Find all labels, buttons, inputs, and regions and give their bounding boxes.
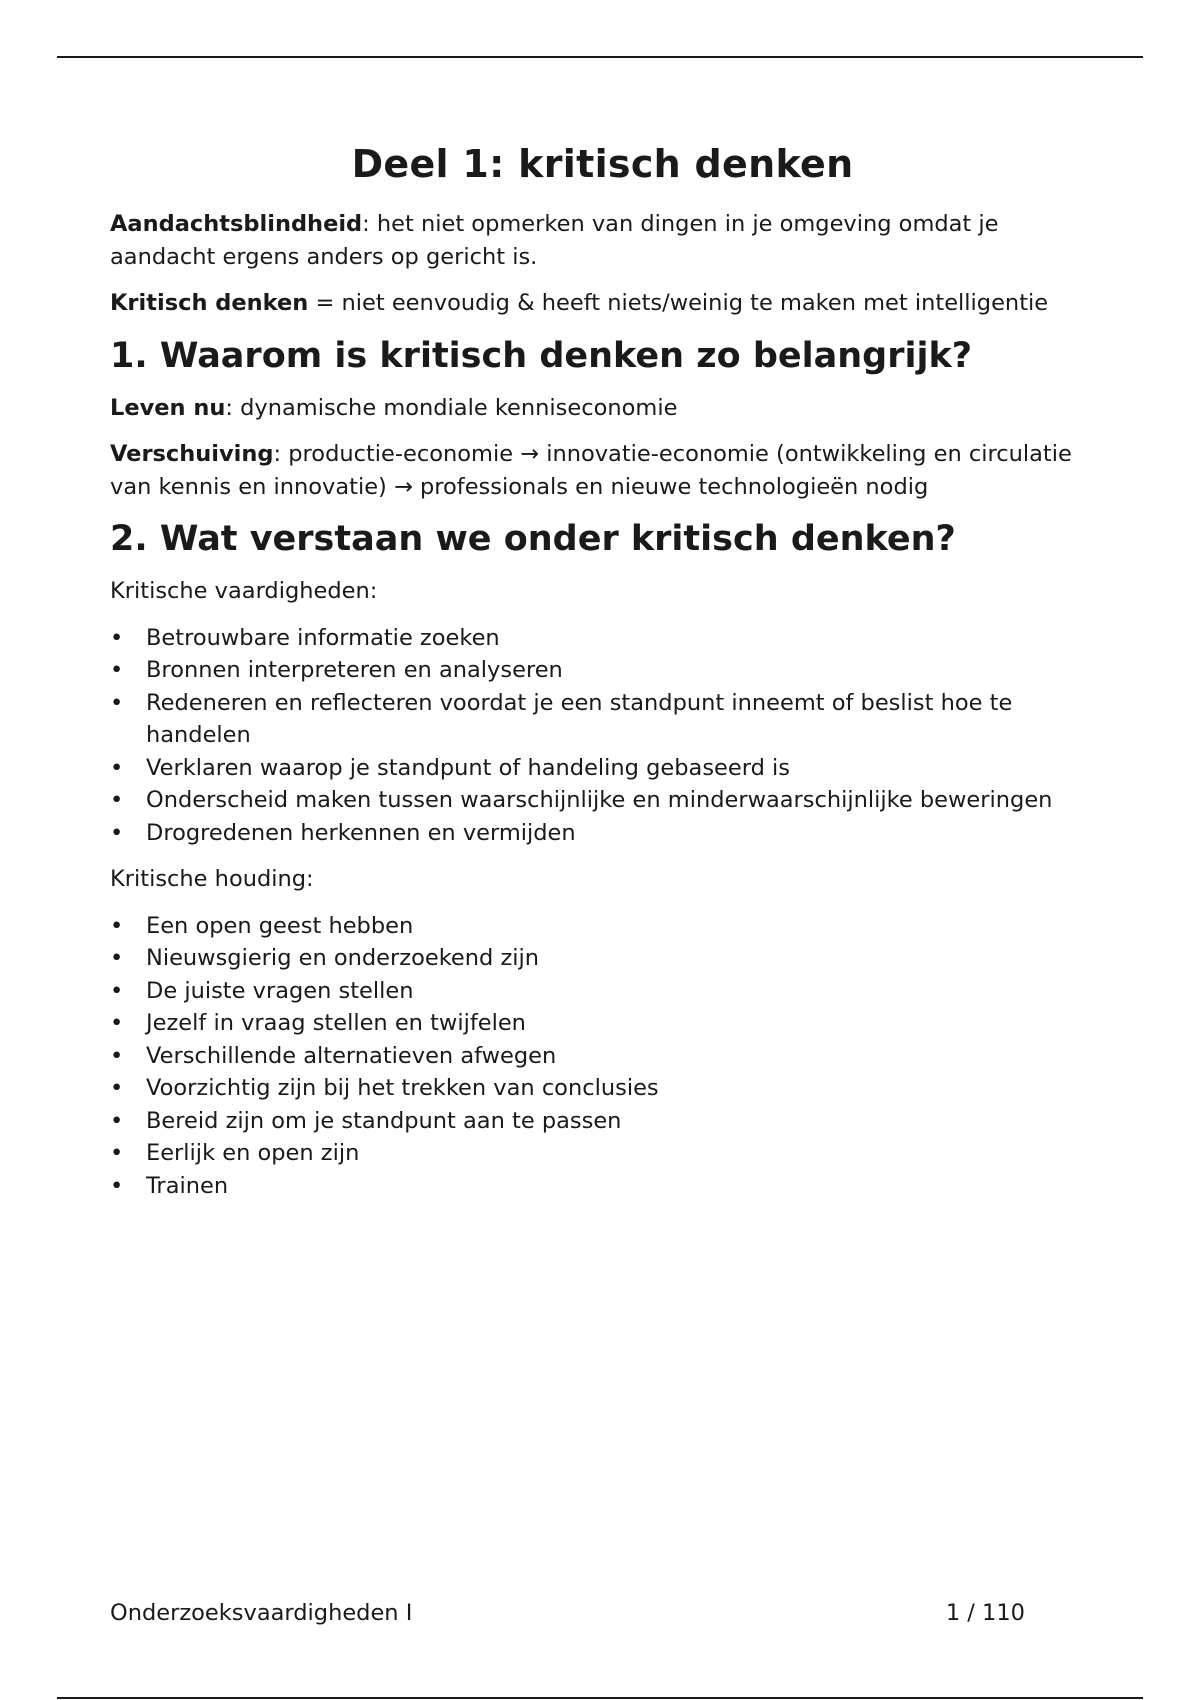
list-item-text: Jezelf in vraag stellen en twijfelen	[146, 1010, 526, 1036]
list-item	[110, 910, 1095, 943]
definition-kritisch-denken	[110, 287, 1095, 320]
paragraph-term: Leven nu	[110, 394, 226, 421]
list-item-text: Onderscheid maken tussen waarschijnlijke en minderwaarschijnlijke beweringen	[146, 787, 1053, 813]
list-item-text: Bronnen interpreteren en analyseren	[146, 657, 563, 683]
definition-term: Kritisch denken	[110, 290, 309, 316]
bullet-icon: •	[110, 977, 124, 1004]
list-item-text: Trainen	[146, 1172, 229, 1199]
list-item-text: De juiste vragen stellen	[146, 977, 414, 1004]
definition-text: : het niet opmerken van dingen in je omgeving omdat je aandacht ergens anders op gericht is.	[110, 211, 999, 270]
page-content	[110, 140, 1095, 1216]
list-item-text: Voorzichtig zijn bij het trekken van conclusies	[146, 1075, 659, 1101]
list-item-text: Een open geest hebben	[146, 912, 414, 939]
list-item-text: Drogredenen herkennen en vermijden	[146, 819, 576, 846]
bullet-icon: •	[110, 787, 124, 813]
list-item-text: Verklaren waarop je standpunt of handeling gebaseerd is	[146, 754, 790, 781]
bullet-icon: •	[110, 657, 124, 683]
list-item	[110, 975, 1095, 1008]
bullet-icon: •	[110, 945, 124, 971]
list-item	[110, 1105, 1095, 1138]
list-item-text: Nieuwsgierig en onderzoekend zijn	[146, 945, 540, 971]
list-item	[110, 687, 1095, 752]
attitude-label: Kritische houding:	[110, 866, 314, 892]
skills-list	[110, 622, 1095, 850]
list-item-text: Eerlijk en open zijn	[146, 1140, 360, 1166]
paragraph-term: Verschuiving	[110, 441, 274, 467]
bullet-icon: •	[110, 1107, 124, 1134]
section-2-heading: 2. Wat verstaan we onder kritisch denken?	[110, 519, 956, 559]
list-item	[110, 784, 1095, 817]
bullet-icon: •	[110, 912, 124, 939]
list-item	[110, 1040, 1095, 1073]
definition-term: Aandachtsblindheid	[110, 211, 363, 237]
bullet-icon: •	[110, 1075, 124, 1101]
skills-label: Kritische vaardigheden:	[110, 578, 378, 604]
list-item-text: Bereid zijn om je standpunt aan te passen	[146, 1107, 622, 1134]
bullet-icon: •	[110, 1010, 124, 1036]
list-item	[110, 942, 1095, 975]
bullet-icon: •	[110, 1042, 124, 1069]
list-item	[110, 654, 1095, 687]
list-item	[110, 622, 1095, 655]
list-item	[110, 817, 1095, 850]
header-rule	[57, 56, 1143, 58]
definition-text: = niet eenvoudig & heeft niets/weinig te maken met intelligentie	[308, 290, 1049, 316]
footer-rule	[57, 1697, 1143, 1699]
bullet-icon: •	[110, 624, 124, 651]
bullet-icon: •	[110, 689, 124, 716]
paragraph-text: : productie-economie → innovatie-economie (ontwikkeling en circulatie van kennis en innovatie) → professionals en nieuwe technologieën nodig	[110, 441, 1072, 500]
section-1-heading: 1. Waarom is kritisch denken zo belangrijk?	[110, 335, 973, 376]
definition-aandachtsblindheid	[110, 208, 1095, 273]
list-item	[110, 1170, 1095, 1203]
footer-page-number: 1 / 110	[945, 1600, 1025, 1626]
paragraph-leven-nu	[110, 392, 1095, 425]
list-item	[110, 752, 1095, 785]
list-item	[110, 1007, 1095, 1040]
paragraph-text: : dynamische mondiale kenniseconomie	[225, 394, 678, 421]
list-item	[110, 1137, 1095, 1170]
bullet-icon: •	[110, 754, 124, 781]
page-title: Deel 1: kritisch denken	[351, 142, 854, 186]
bullet-icon: •	[110, 1140, 124, 1166]
list-item-text: Redeneren en reflecteren voordat je een standpunt inneemt of beslist hoe te handelen	[146, 689, 1013, 748]
bullet-icon: •	[110, 819, 124, 846]
list-item-text: Verschillende alternatieven afwegen	[146, 1042, 557, 1069]
paragraph-verschuiving	[110, 438, 1095, 503]
list-item	[110, 1072, 1095, 1105]
list-item-text: Betrouwbare informatie zoeken	[146, 624, 500, 651]
attitude-list	[110, 910, 1095, 1203]
footer-course-name: Onderzoeksvaardigheden I	[110, 1600, 413, 1626]
bullet-icon: •	[110, 1172, 124, 1199]
